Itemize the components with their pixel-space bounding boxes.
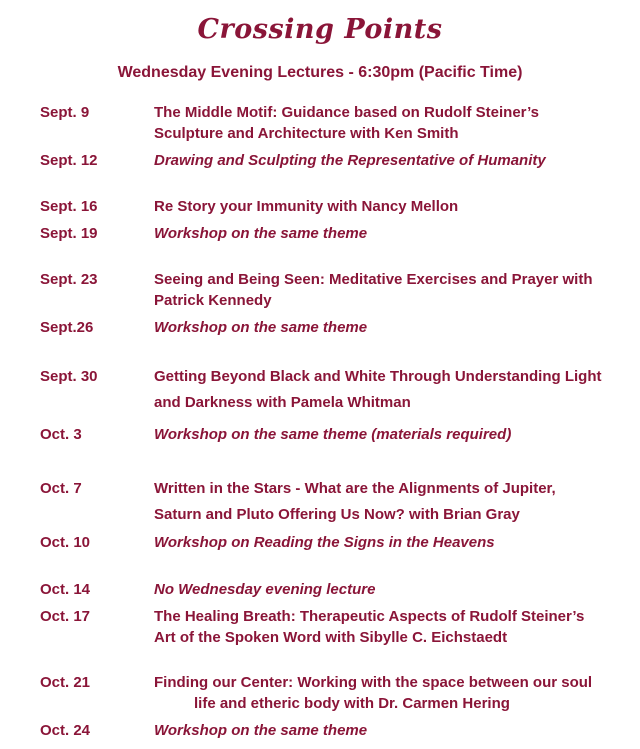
event-description bbox=[154, 606, 604, 648]
event-description bbox=[154, 269, 604, 311]
event-description bbox=[154, 364, 604, 416]
event-line: Workshop on Reading the Signs in the Heavens bbox=[154, 534, 495, 551]
event-date: Oct. 24 bbox=[40, 722, 91, 739]
event-date: Oct. 10 bbox=[40, 534, 91, 551]
event-description bbox=[154, 102, 604, 144]
event-line: Workshop on the same theme bbox=[154, 225, 368, 242]
event-date: Sept. 9 bbox=[40, 104, 90, 121]
event-description bbox=[154, 532, 604, 553]
event-line: The Middle Motif: Guidance based on Rudolf Steiner’s bbox=[154, 104, 540, 121]
event-line: Written in the Stars - What are the Alignments of Jupiter, bbox=[154, 480, 556, 497]
event-line: Workshop on the same theme (materials required) bbox=[154, 426, 512, 443]
event-date: Sept. 12 bbox=[40, 152, 98, 169]
event-line: No Wednesday evening lecture bbox=[154, 581, 376, 598]
event-date: Oct. 17 bbox=[40, 608, 91, 625]
event-description bbox=[154, 196, 604, 217]
page-subtitle: Wednesday Evening Lectures - 6:30pm (Pacific Time) bbox=[117, 64, 523, 81]
event-date: Sept. 23 bbox=[40, 271, 98, 288]
event-description bbox=[154, 150, 604, 171]
event-description bbox=[154, 424, 604, 445]
event-line: Sculpture and Architecture with Ken Smith bbox=[154, 125, 459, 142]
event-description bbox=[154, 720, 604, 741]
event-description bbox=[154, 476, 604, 528]
event-description bbox=[154, 223, 604, 244]
event-line: life and etheric body with Dr. Carmen Hering bbox=[194, 695, 510, 712]
event-date: Sept. 30 bbox=[40, 368, 98, 385]
event-date: Oct. 3 bbox=[40, 426, 82, 443]
event-line: Seeing and Being Seen: Meditative Exercises and Prayer with bbox=[154, 271, 593, 288]
event-line: Saturn and Pluto Offering Us Now? with Brian Gray bbox=[154, 506, 520, 523]
event-date: Oct. 14 bbox=[40, 581, 91, 598]
event-line: Patrick Kennedy bbox=[154, 292, 272, 309]
event-line: and Darkness with Pamela Whitman bbox=[154, 394, 411, 411]
event-line: Art of the Spoken Word with Sibylle C. Eichstaedt bbox=[154, 629, 508, 646]
event-line: Drawing and Sculpting the Representative of Humanity bbox=[154, 152, 546, 169]
event-date: Oct. 21 bbox=[40, 674, 91, 691]
event-date: Sept.26 bbox=[40, 319, 94, 336]
event-line: Finding our Center: Working with the space between our soul bbox=[154, 674, 593, 691]
event-line: Getting Beyond Black and White Through Understanding Light bbox=[154, 368, 602, 385]
event-description bbox=[154, 317, 604, 338]
page-title: Crossing Points bbox=[197, 14, 443, 45]
event-date: Sept. 19 bbox=[40, 225, 98, 242]
event-description bbox=[154, 672, 604, 714]
event-line: Workshop on the same theme bbox=[154, 722, 368, 739]
event-line: The Healing Breath: Therapeutic Aspects of Rudolf Steiner’s bbox=[154, 608, 585, 625]
event-description bbox=[154, 579, 604, 600]
event-line: Workshop on the same theme bbox=[154, 319, 368, 336]
event-date: Sept. 16 bbox=[40, 198, 98, 215]
event-line: Re Story your Immunity with Nancy Mellon bbox=[154, 198, 459, 215]
event-date: Oct. 7 bbox=[40, 480, 82, 497]
